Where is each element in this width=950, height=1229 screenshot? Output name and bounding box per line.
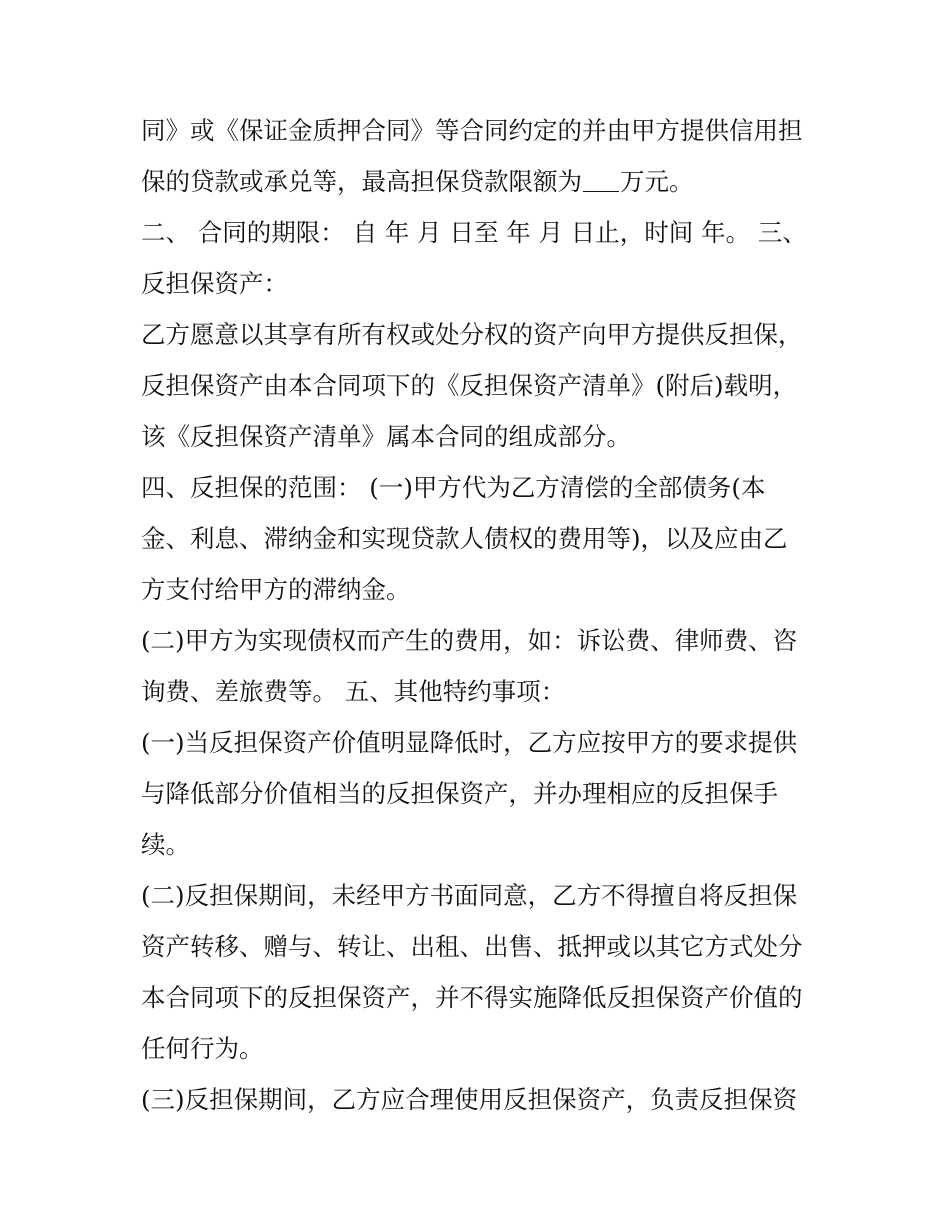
- contract-body: [141, 105, 821, 1125]
- fill-in-blank: [583, 171, 619, 192]
- text-line: 反担保资产：: [141, 269, 288, 298]
- text-line: 金、利息、滞纳金和实现贷款人债权的费用等)，以及应由乙: [141, 524, 788, 553]
- text-line: 二、 合同的期限： 自 年 月 日至 年 月 日止，时间 年。 三、: [141, 218, 807, 247]
- text-line: 与降低部分价值相当的反担保资产，并办理相应的反担保手: [141, 779, 778, 808]
- text-line: 四、反担保的范围： (一)甲方代为乙方清偿的全部债务(本: [141, 473, 766, 502]
- text-line: (三)反担保期间，乙方应合理使用反担保资产，负责反担保资: [141, 1085, 798, 1114]
- text-line: 资产转移、赠与、转让、出租、出售、抵押或以其它方式处分: [141, 932, 803, 961]
- text-line-part: 万元。: [620, 167, 694, 196]
- text-line: 方支付给甲方的滞纳金。: [141, 575, 411, 604]
- text-line: 反担保资产由本合同项下的《反担保资产清单》(附后)载明，: [141, 371, 798, 400]
- text-line: 询费、差旅费等。 五、其他特约事项：: [141, 677, 566, 706]
- text-line: 任何行为。: [141, 1034, 264, 1063]
- text-line: 该《反担保资产清单》属本合同的组成部分。: [141, 422, 631, 451]
- text-line: 同》或《保证金质押合同》等合同约定的并由甲方提供信用担: [141, 116, 803, 145]
- text-line: 本合同项下的反担保资产，并不得实施降低反担保资产价值的: [141, 983, 803, 1012]
- text-line: 乙方愿意以其享有所有权或处分权的资产向甲方提供反担保，: [141, 320, 803, 349]
- text-line: (二)反担保期间，未经甲方书面同意，乙方不得擅自将反担保: [141, 881, 798, 910]
- text-line: 续。: [141, 830, 190, 859]
- text-line: (二)甲方为实现债权而产生的费用，如：诉讼费、律师费、咨: [141, 626, 798, 655]
- text-line-part: 保的贷款或承兑等，最高担保贷款限额为: [141, 167, 582, 196]
- text-line: (一)当反担保资产价值明显降低时，乙方应按甲方的要求提供: [141, 728, 798, 757]
- text-line-with-blank: [141, 156, 821, 207]
